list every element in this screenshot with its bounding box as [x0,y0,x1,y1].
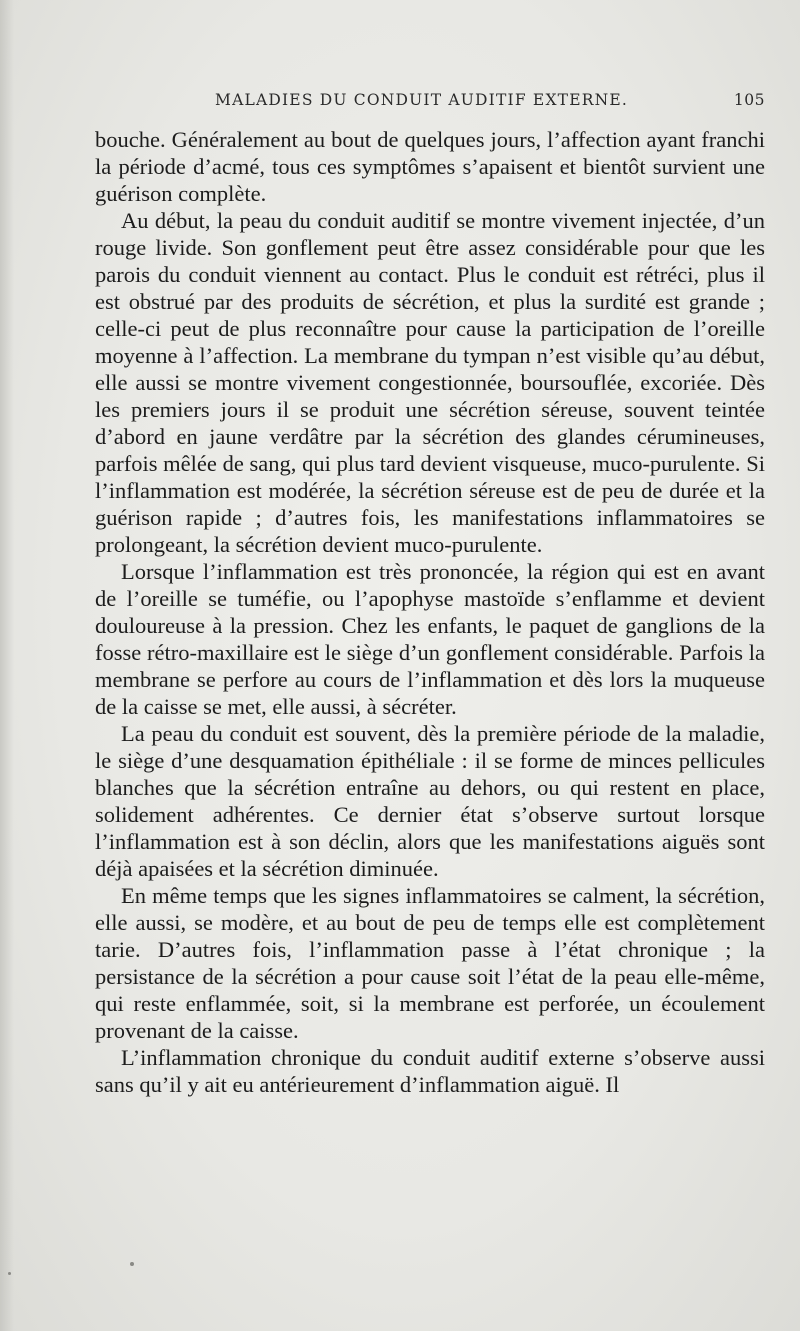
paragraph-continuation: bouche. Généralement au bout de quelques jours, l’affection ayant franchi la période d’acmé, tous ces symptômes s’apaisent et bientôt survient une guérison complète. [95,127,765,206]
paper-speck [130,1262,134,1266]
page-header [95,88,765,114]
page-edge-shadow [0,0,14,1331]
paper-speck [8,1272,11,1275]
running-title: MALADIES DU CONDUIT AUDITIF EXTERNE. [215,91,629,109]
paragraph: Au début, la peau du conduit auditif se montre vivement injectée, d’un rouge livide. Son gonflement peut être assez considérable pour que les parois du conduit viennent au contact. Plus le conduit est rétréci, plus il est obstrué par des produits de sécrétion, et plus la surdité est grande ; celle-ci peut de plus reconnaître pour cause la participation de l’oreille moyenne à l’affection. La membrane du tympan n’est visible qu’au début, elle aussi se montre vivement congestionnée, boursouflée, excoriée. Dès les premiers jours il se produit une sécrétion séreuse, souvent teintée d’abord en jaune verdâtre par la sécrétion des glandes cérumineuses, parfois mêlée de sang, qui plus tard devient visqueuse, muco-purulente. Si l’inflammation est modérée, la sécrétion séreuse est de peu de durée et la guérison rapide ; d’autres fois, les manifestations inflammatoires se prolongeant, la sécrétion devient muco-purulente. [95,208,765,557]
paragraph: La peau du conduit est souvent, dès la première période de la maladie, le siège d’une desquamation épithéliale : il se forme de minces pellicules blanches que la sécrétion entraîne au dehors, ou qui restent en place, solidement adhérentes. Ce dernier état s’observe surtout lorsque l’inflammation est à son déclin, alors que les manifestations aiguës sont déjà apaisées et la sécrétion diminuée. [95,721,765,881]
body-text [95,126,765,1098]
paragraph: Lorsque l’inflammation est très prononcée, la région qui est en avant de l’oreille se tuméfie, ou l’apophyse mastoïde s’enflamme et devient douloureuse à la pression. Chez les enfants, le paquet de ganglions de la fosse rétro-maxillaire est le siège d’un gonflement considérable. Parfois la membrane se perfore au cours de l’inflammation et dès lors la muqueuse de la caisse se met, elle aussi, à sécréter. [95,559,765,719]
page-number: 105 [733,91,765,109]
paragraph-continuing: L’inflammation chronique du conduit auditif externe s’observe aussi sans qu’il y ait eu antérieurement d’inflammation aiguë. Il [95,1045,765,1097]
paragraph: En même temps que les signes inflammatoires se calment, la sécrétion, elle aussi, se modère, et au bout de peu de temps elle est complètement tarie. D’autres fois, l’inflammation passe à l’état chronique ; la persistance de la sécrétion a pour cause soit l’état de la peau elle-même, qui reste enflammée, soit, si la membrane est perforée, un écoulement provenant de la caisse. [95,883,765,1043]
